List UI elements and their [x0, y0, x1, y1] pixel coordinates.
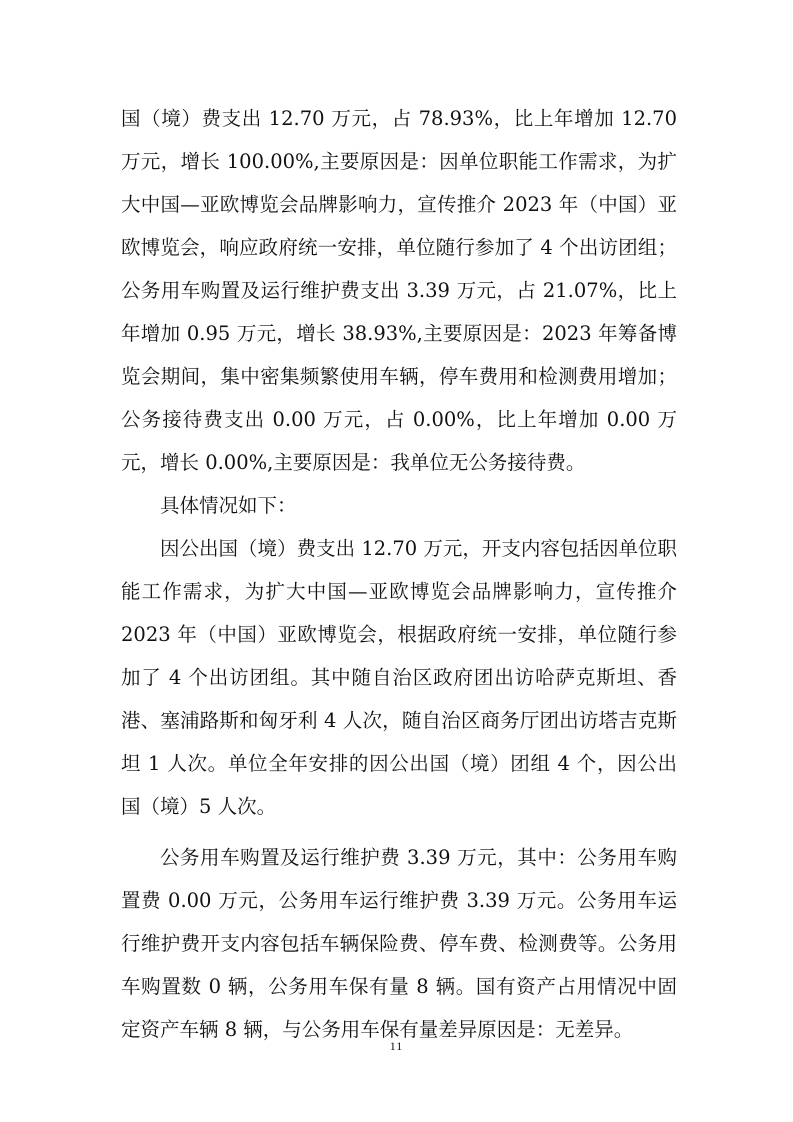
body-text — [121, 97, 677, 1051]
paragraph-overseas-travel: 因公出国（境）费支出 12.70 万元，开支内容包括因单位职能工作需求，为扩大中国—亚欧博览会品牌影响力，宣传推介 2023 年（中国）亚欧博览会，根据政府统一安排，单位随行参加了 4 个出访团组。其中随自治区政府团出访哈萨克斯坦、香港、塞浦路斯和匈牙利 4 人次，随自治区商务厅团出访塔吉克斯坦 1 人次。单位全年安排的因公出国（境）团组 4 个，因公出国（境）5 人次。 — [121, 537, 677, 818]
paragraph-details-intro: 具体情况如下： — [160, 494, 297, 517]
paragraph-expense-summary: 国（境）费支出 12.70 万元，占 78.93%，比上年增加 12.70 万元，增长 100.00%,主要原因是：因单位职能工作需求，为扩大中国—亚欧博览会品牌影响力，宣传推介 2023 年（中国）亚欧博览会，响应政府统一安排，单位随行参加了 4 个出访团组；公务用车购置及运行维护费支出 3.39 万元，占 21.07%，比上年增加 0.95 万元，增长 38.93%,主要原因是：2023 年筹备博览会期间，集中密集频繁使用车辆，停车费用和检测费用增加；公务接待费支出 0.00 万元，占 0.00%，比上年增加 0.00 万元，增长 0.00%,主要原因是：我单位无公务接待费。 — [121, 107, 677, 474]
page-number: 11 — [389, 1039, 404, 1053]
paragraph-official-vehicles: 公务用车购置及运行维护费 3.39 万元，其中：公务用车购置费 0.00 万元，公务用车运行维护费 3.39 万元。公务用车运行维护费开支内容包括车辆保险费、停车费、检测费等。公务用车购置数 0 辆，公务用车保有量 8 辆。国有资产占用情况中固定资产车辆 8 辆，与公务用车保有量差异原因是：无差异。 — [121, 846, 677, 1041]
